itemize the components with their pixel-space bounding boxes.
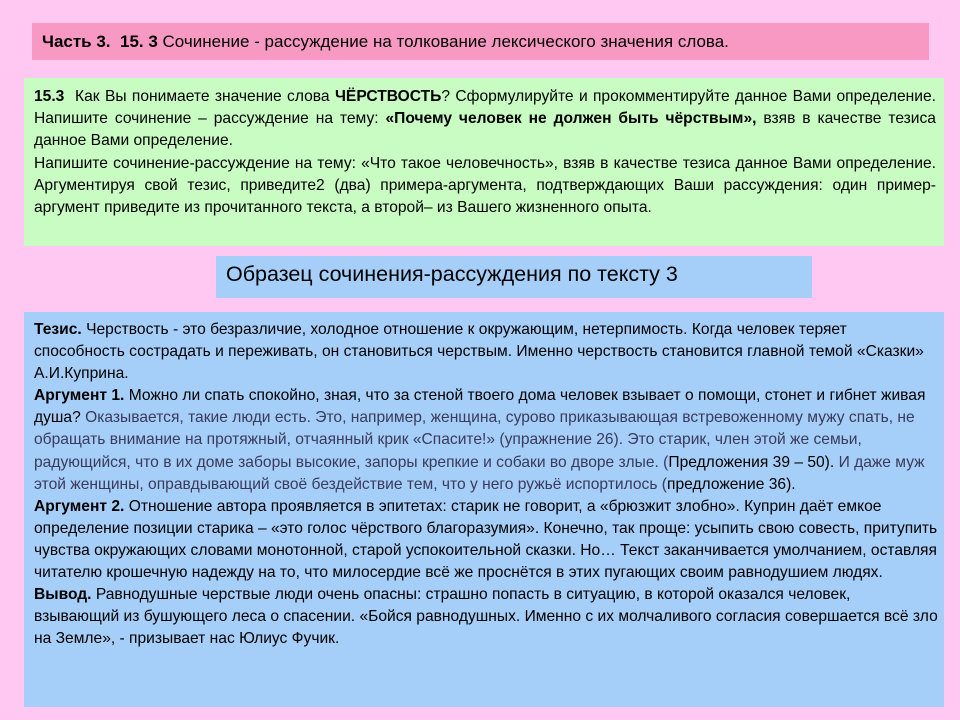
sample-title: Образец сочинения-рассуждения по тексту 3	[216, 256, 812, 298]
argument-1-body-2: И даже муж этой женщины, оправдывающий своё бездействие тем, что у него ружьё испортилось (	[34, 453, 925, 493]
conclusion-label: Вывод.	[34, 586, 92, 604]
conclusion-text: Равнодушные черствые люди очень опасны: страшно попасть в ситуацию, в которой оказался человек, взывающий из бушующего леса о спасении. «Бойся равнодушных. Именно с их молчаливого согласия совершается всё зло на Земле», - призывает нас Юлиус Фучик.	[34, 586, 938, 648]
task-panel	[24, 78, 944, 246]
argument-1-question: Можно ли спать спокойно, зная, что за стеной твоего дома человек взывает о помощи, стонет и гибнет живая душа?	[34, 387, 926, 427]
task-topic: «Почему человек не должен быть чёрствым»,	[385, 110, 757, 128]
task-question-2: ? Сформулируйте и прокомментируйте данное Вами определение. Напишите сочинение – рассуждение на тему:	[34, 88, 936, 128]
task-question-3: взяв в качестве тезиса данное Вами определение.	[34, 110, 936, 150]
argument-1-body: Оказывается, такие люди есть. Это, например, женщина, сурово приказывающая встревоженному мужу спать, не обращать внимание на протяжный, отчаянный крик «Спасите!» (упражнение 26). Это старик, член этой же семьи, радующийся, что в их доме заборы высокие, запоры крепкие и собаки во дворе злые. (	[34, 409, 915, 471]
task-word: ЧЁРСТВОСТЬ	[334, 88, 442, 105]
header-title: Сочинение - рассуждение на толкование лексического значения слова.	[162, 32, 729, 51]
task-paragraph-2: Напишите сочинение-рассуждение на тему: «Что такое человечность», взяв в качестве тезиса данное Вами определение. Аргументируя свой тезис, приведите2 (два) примера-аргумента, подтверждающих Ваши рассуждения: один пример-аргумент приведите из прочитанного текста, а второй– из Вашего жизненного опыта.	[34, 154, 936, 217]
argument-1-label: Аргумент 1.	[34, 387, 125, 405]
argument-2-text: Отношение автора проявляется в эпитетах: старик не говорит, а «брюзжит злобно». Куприн даёт емкое определение позиции старика – «это голос чёрствого благоразумия». Конечно, так проще: усыпить свою совесть, притупить чувства окружающих словами монотонной, старой успокоительной сказки. Но… Текст заканчивается умолчанием, оставляя читателю крошечную надежду на то, что милосердие всё же проснётся в этих пугающих своим равнодушием людях.	[34, 497, 938, 582]
task-paragraph-1	[34, 86, 936, 153]
task-question-1: Как Вы понимаете значение слова	[75, 88, 330, 105]
thesis-label: Тезис.	[34, 321, 82, 338]
argument-1-ref-a: Предложения 39 – 50).	[668, 453, 835, 471]
argument-1-ref-b: предложение 36).	[667, 475, 796, 493]
header-banner	[32, 23, 929, 60]
header-part: Часть 3.	[42, 32, 111, 51]
thesis-text: Черствость - это безразличие, холодное отношение к окружающим, нетерпимость. Когда человек теряет способность сострадать и переживать, он становиться черствым. Именно черствость становится главной темой «Сказки» А.И.Куприна.	[34, 321, 924, 383]
header-task-num: 15. 3	[119, 32, 158, 51]
essay-panel	[24, 312, 944, 707]
task-num: 15.3	[34, 88, 65, 105]
argument-2-label: Аргумент 2.	[34, 497, 125, 515]
essay-text	[34, 319, 938, 650]
